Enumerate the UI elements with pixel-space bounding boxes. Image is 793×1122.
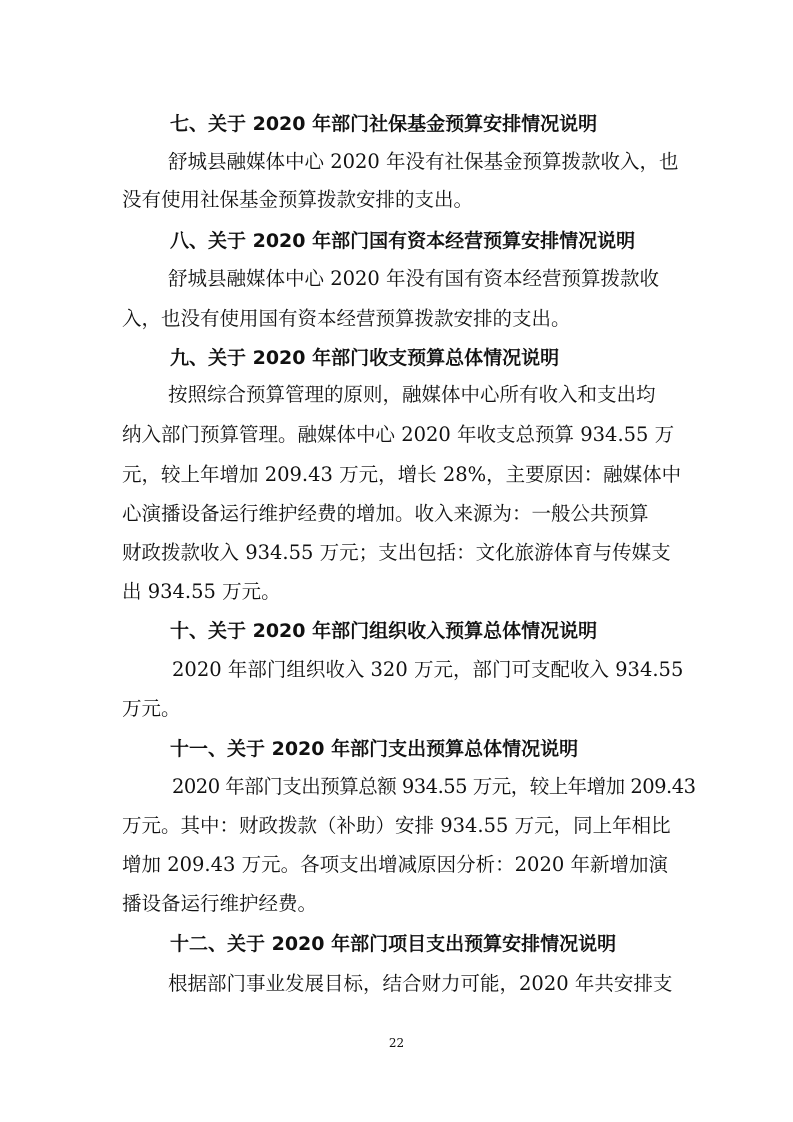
section-heading: 八、关于 2020 年部门国有资本经营预算安排情况说明 <box>170 230 636 252</box>
paragraph-line: 2020 年部门组织收入 320 万元，部门可支配收入 934.55 <box>172 658 684 681</box>
section-heading: 十、关于 2020 年部门组织收入预算总体情况说明 <box>170 620 598 642</box>
paragraph-line: 万元。 <box>122 697 181 720</box>
paragraph-line: 出 934.55 万元。 <box>122 580 281 603</box>
paragraph-line: 播设备运行维护经费。 <box>122 892 318 915</box>
paragraph-line: 增加 209.43 万元。各项支出增减原因分析：2020 年新增加演 <box>122 853 668 876</box>
paragraph-line: 舒城县融媒体中心 2020 年没有社保基金预算拨款收入，也 <box>168 150 679 173</box>
paragraph-line: 心演播设备运行维护经费的增加。收入来源为：一般公共预算 <box>122 502 649 525</box>
paragraph-line: 纳入部门预算管理。融媒体中心 2020 年收支总预算 934.55 万 <box>122 423 675 446</box>
section-heading: 七、关于 2020 年部门社保基金预算安排情况说明 <box>170 113 598 135</box>
page-number: 22 <box>388 1036 405 1050</box>
paragraph-line: 没有使用社保基金预算拨款安排的支出。 <box>122 188 474 211</box>
paragraph-line: 舒城县融媒体中心 2020 年没有国有资本经营预算拨款收 <box>168 267 660 290</box>
paragraph-line: 财政拨款收入 934.55 万元；支出包括：文化旅游体育与传媒支 <box>122 541 671 564</box>
section-heading: 九、关于 2020 年部门收支预算总体情况说明 <box>170 347 560 369</box>
paragraph-line: 根据部门事业发展目标，结合财力可能，2020 年共安排支 <box>168 972 673 995</box>
paragraph-line: 按照综合预算管理的原则，融媒体中心所有收入和支出均 <box>168 383 656 406</box>
paragraph-line: 2020 年部门支出预算总额 934.55 万元，较上年增加 209.43 <box>172 775 696 798</box>
paragraph-line: 元，较上年增加 209.43 万元，增长 28%，主要原因：融媒体中 <box>122 463 682 486</box>
section-heading: 十一、关于 2020 年部门支出预算总体情况说明 <box>170 738 579 760</box>
section-heading: 十二、关于 2020 年部门项目支出预算安排情况说明 <box>170 933 617 955</box>
paragraph-line: 入，也没有使用国有资本经营预算拨款安排的支出。 <box>122 307 571 330</box>
paragraph-line: 万元。其中：财政拨款（补助）安排 934.55 万元，同上年相比 <box>122 814 671 837</box>
